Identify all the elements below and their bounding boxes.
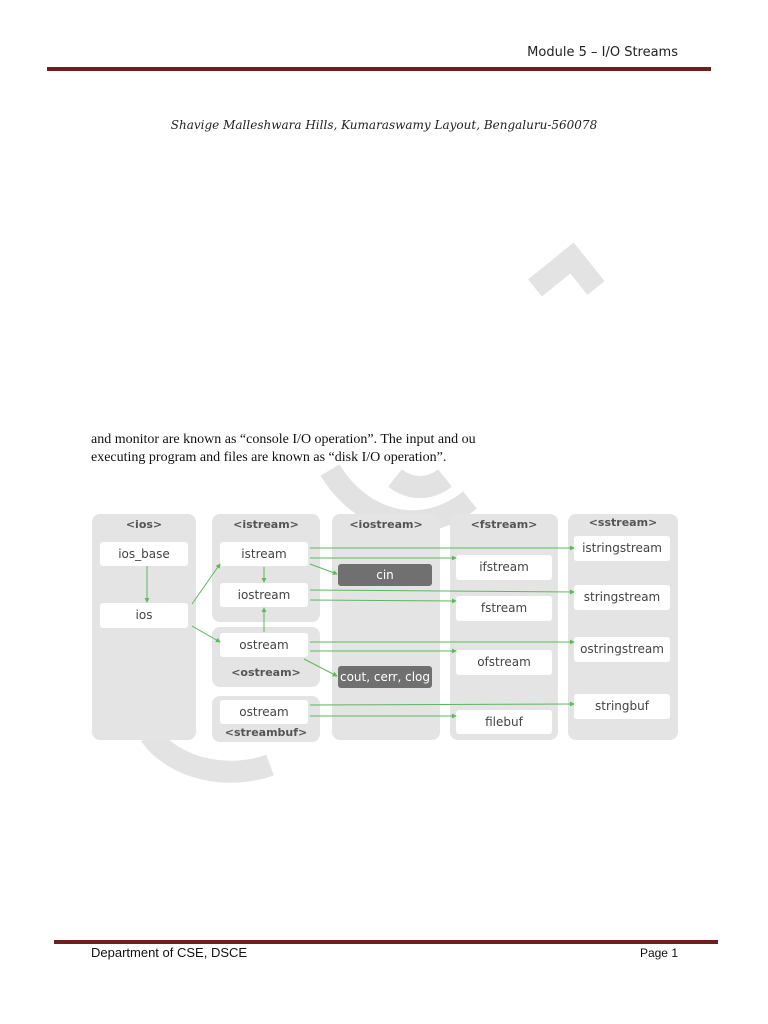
node-stringbuf: stringbuf [574, 694, 670, 719]
node-ios: ios [100, 603, 188, 628]
header-module-title: Module 5 – I/O Streams [527, 45, 678, 60]
node-stringstream: stringstream [574, 585, 670, 610]
node-cin: cin [338, 564, 432, 586]
body-line-2: executing program and files are known as “disk I/O operation”. [91, 450, 447, 465]
inheritance-arrows [92, 514, 680, 744]
node-filebuf: filebuf [456, 710, 552, 734]
node-ostream: ostream [220, 633, 308, 657]
arrow-ios-istream [192, 564, 220, 604]
node-istringstream: istringstream [574, 536, 670, 561]
node-ofstream: ofstream [456, 650, 552, 675]
node-iostream: iostream [220, 583, 308, 607]
column-title-iostream: <iostream> [349, 518, 423, 531]
arrow-ios-ostream [192, 626, 220, 642]
footer-page-number: Page 1 [639, 946, 678, 960]
arrow-istream-cin [310, 564, 337, 574]
address-line: Shavige Malleshwara Hills, Kumaraswamy Layout, Bengaluru-560078 [170, 118, 598, 132]
arrow-ostream-cout [304, 659, 337, 676]
io-stream-hierarchy-diagram [92, 514, 680, 744]
label-streambuf-header: <streambuf> [224, 726, 308, 739]
node-ifstream: ifstream [456, 555, 552, 580]
node-cout-cerr-clog: cout, cerr, clog [338, 666, 432, 688]
node-ostringstream: ostringstream [574, 637, 670, 662]
node-fstream: fstream [456, 596, 552, 621]
arrow-streambuf-stringbuf [310, 704, 574, 705]
label-ostream-header: <ostream> [231, 666, 301, 679]
footer-rule [54, 940, 718, 944]
body-paragraph [91, 431, 591, 467]
arrow-iostream-fstream [310, 600, 456, 601]
header-rule [47, 67, 711, 71]
column-title-fstream: <fstream> [470, 518, 538, 531]
column-title-istream: <istream> [233, 518, 299, 531]
body-line-1: and monitor are known as “console I/O operation”. The input and ou [91, 432, 476, 447]
column-title-sstream: <sstream> [588, 516, 658, 529]
column-title-ios: <ios> [125, 518, 163, 531]
arrow-iostream-stringstream [310, 590, 574, 592]
footer-department: Department of CSE, DSCE [91, 945, 248, 960]
node-ostream-streambuf: ostream [220, 700, 308, 724]
node-ios-base: ios_base [100, 542, 188, 566]
node-istream: istream [220, 542, 308, 566]
